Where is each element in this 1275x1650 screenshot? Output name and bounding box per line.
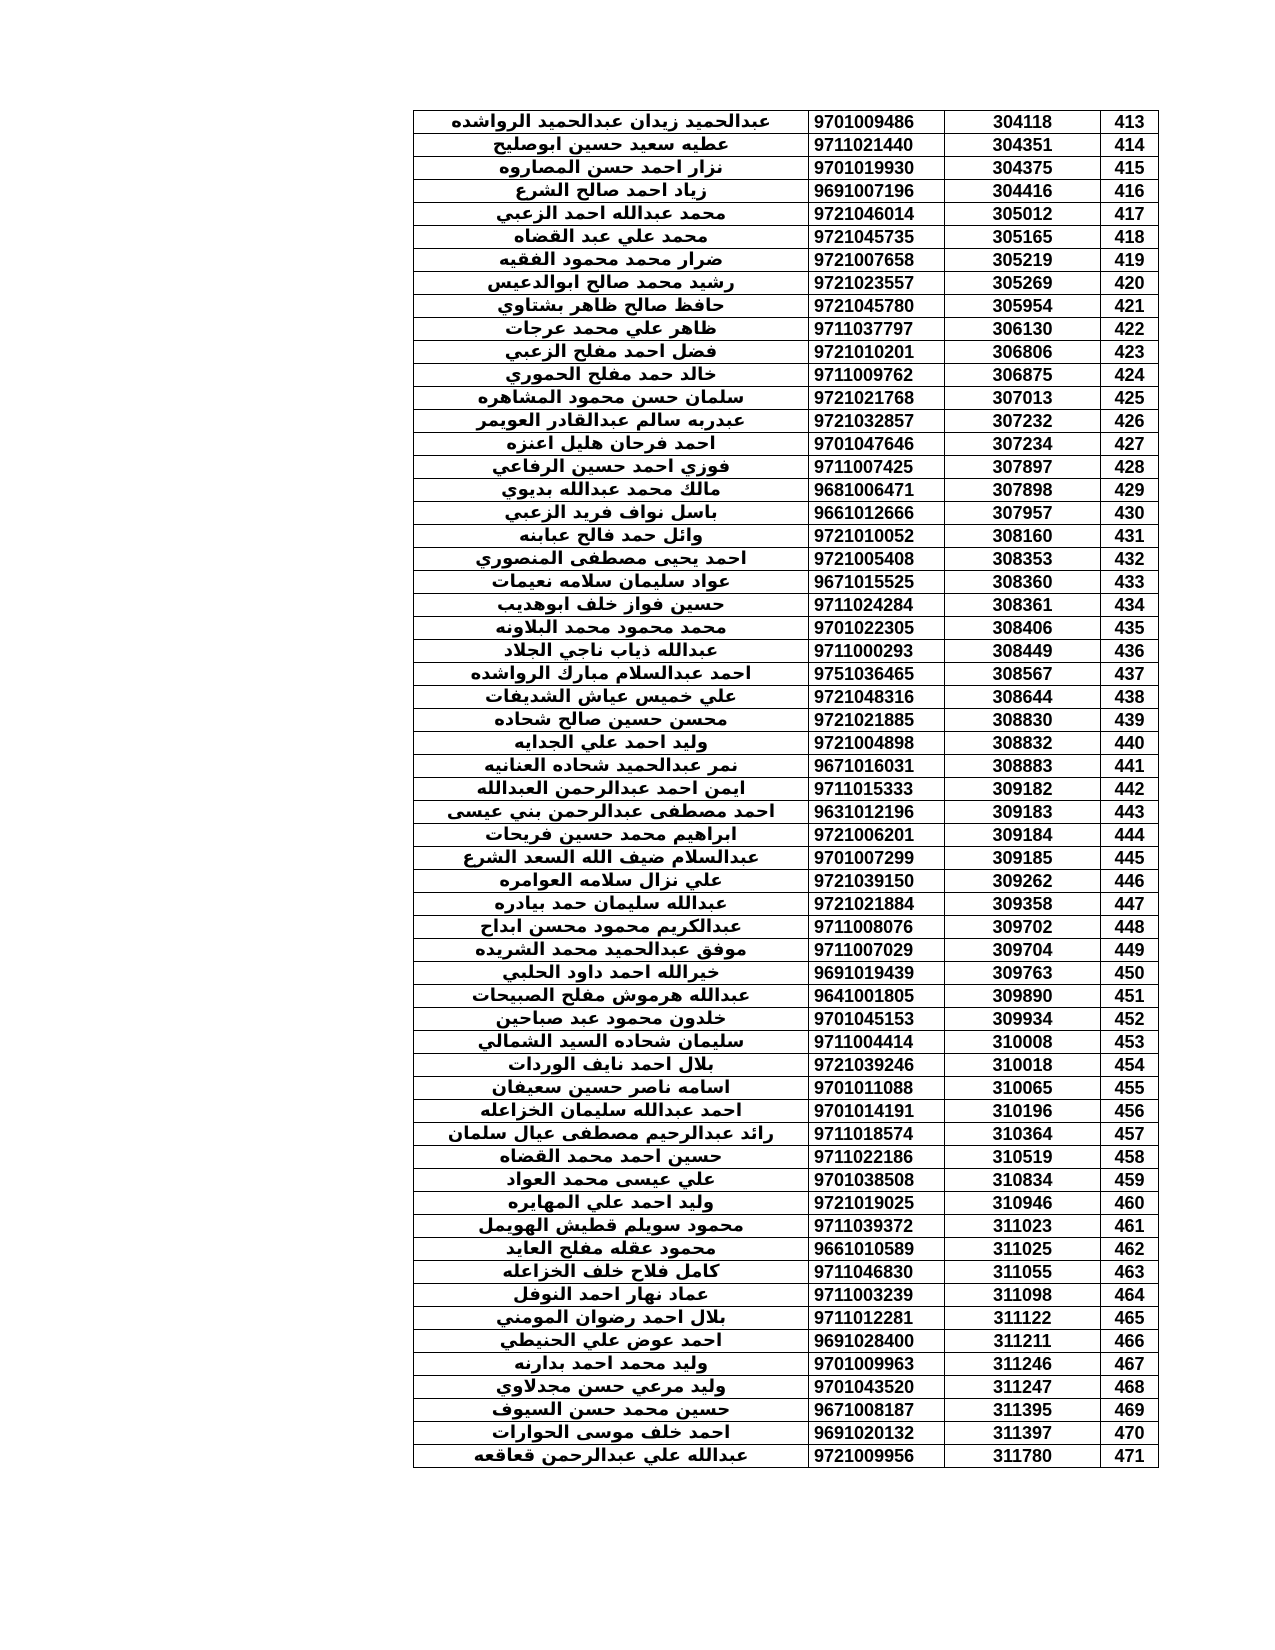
table-row (414, 962, 1159, 985)
record-id-cell: 308832 (945, 732, 1101, 755)
national-id-cell: 9711008076 (809, 916, 945, 939)
record-id-cell: 308644 (945, 686, 1101, 709)
full-name-cell: حسين محمد حسن السيوف (414, 1399, 809, 1422)
national-id-cell: 9711000293 (809, 640, 945, 663)
table-row (414, 939, 1159, 962)
full-name-cell: احمد عبدالله سليمان الخزاعله (414, 1100, 809, 1123)
table-row (414, 1284, 1159, 1307)
full-name-cell: محمود سويلم قطيش الهويمل (414, 1215, 809, 1238)
table-row (414, 1307, 1159, 1330)
sequence-number-cell: 460 (1101, 1192, 1159, 1215)
national-id-cell: 9681006471 (809, 479, 945, 502)
sequence-number-cell: 415 (1101, 157, 1159, 180)
national-id-cell: 9721045780 (809, 295, 945, 318)
sequence-number-cell: 451 (1101, 985, 1159, 1008)
full-name-cell: بلال احمد رضوان المومني (414, 1307, 809, 1330)
full-name-cell: ايمن احمد عبدالرحمن العبدالله (414, 778, 809, 801)
record-id-cell: 305954 (945, 295, 1101, 318)
record-id-cell: 304416 (945, 180, 1101, 203)
sequence-number-cell: 437 (1101, 663, 1159, 686)
record-id-cell: 309262 (945, 870, 1101, 893)
record-id-cell: 307898 (945, 479, 1101, 502)
full-name-cell: بلال احمد نايف الوردات (414, 1054, 809, 1077)
record-id-cell: 311023 (945, 1215, 1101, 1238)
national-id-cell: 9711012281 (809, 1307, 945, 1330)
sequence-number-cell: 417 (1101, 203, 1159, 226)
sequence-number-cell: 436 (1101, 640, 1159, 663)
table-row (414, 134, 1159, 157)
table-row (414, 1146, 1159, 1169)
table-row (414, 203, 1159, 226)
full-name-cell: وليد محمد احمد بدارنه (414, 1353, 809, 1376)
national-id-cell: 9701009486 (809, 111, 945, 134)
full-name-cell: احمد عوض علي الحنيطي (414, 1330, 809, 1353)
table-row (414, 479, 1159, 502)
sequence-number-cell: 464 (1101, 1284, 1159, 1307)
record-id-cell: 310946 (945, 1192, 1101, 1215)
national-id-cell: 9721019025 (809, 1192, 945, 1215)
record-id-cell: 311098 (945, 1284, 1101, 1307)
sequence-number-cell: 439 (1101, 709, 1159, 732)
sequence-number-cell: 413 (1101, 111, 1159, 134)
full-name-cell: خلدون محمود عبد صباحين (414, 1008, 809, 1031)
national-id-cell: 9701047646 (809, 433, 945, 456)
record-id-cell: 304351 (945, 134, 1101, 157)
national-id-cell: 9711039372 (809, 1215, 945, 1238)
table-row (414, 985, 1159, 1008)
record-id-cell: 309183 (945, 801, 1101, 824)
full-name-cell: عبدالله هرموش مفلح الصبيحات (414, 985, 809, 1008)
table-row (414, 1445, 1159, 1468)
sequence-number-cell: 469 (1101, 1399, 1159, 1422)
national-id-cell: 9721021884 (809, 893, 945, 916)
table-row (414, 1422, 1159, 1445)
full-name-cell: احمد يحيى مصطفى المنصوري (414, 548, 809, 571)
record-id-cell: 309890 (945, 985, 1101, 1008)
full-name-cell: عماد نهار احمد النوفل (414, 1284, 809, 1307)
national-id-cell: 9711015333 (809, 778, 945, 801)
sequence-number-cell: 465 (1101, 1307, 1159, 1330)
national-id-cell: 9721010201 (809, 341, 945, 364)
national-id-cell: 9671015525 (809, 571, 945, 594)
table-row (414, 755, 1159, 778)
table-row (414, 893, 1159, 916)
sequence-number-cell: 471 (1101, 1445, 1159, 1468)
sequence-number-cell: 443 (1101, 801, 1159, 824)
table-row (414, 732, 1159, 755)
full-name-cell: عبدالله علي عبدالرحمن قعاقعه (414, 1445, 809, 1468)
national-id-cell: 9711021440 (809, 134, 945, 157)
table-row (414, 295, 1159, 318)
full-name-cell: عبدالله ذياب ناجي الجلاد (414, 640, 809, 663)
sequence-number-cell: 414 (1101, 134, 1159, 157)
national-id-cell: 9711046830 (809, 1261, 945, 1284)
table-row (414, 502, 1159, 525)
full-name-cell: خيرالله احمد داود الحلبي (414, 962, 809, 985)
national-id-cell: 9701038508 (809, 1169, 945, 1192)
sequence-number-cell: 448 (1101, 916, 1159, 939)
record-id-cell: 307232 (945, 410, 1101, 433)
table-row (414, 801, 1159, 824)
sequence-number-cell: 467 (1101, 1353, 1159, 1376)
record-id-cell: 309184 (945, 824, 1101, 847)
full-name-cell: حافظ صالح ظاهر بشتاوي (414, 295, 809, 318)
record-id-cell: 310519 (945, 1146, 1101, 1169)
national-id-cell: 9691019439 (809, 962, 945, 985)
table-row (414, 1031, 1159, 1054)
national-id-cell: 9701045153 (809, 1008, 945, 1031)
full-name-cell: عبدالحميد زيدان عبدالحميد الرواشده (414, 111, 809, 134)
full-name-cell: عطيه سعيد حسين ابوصليح (414, 134, 809, 157)
table-row (414, 341, 1159, 364)
record-id-cell: 308449 (945, 640, 1101, 663)
full-name-cell: محمد علي عبد القضاه (414, 226, 809, 249)
table-row (414, 1238, 1159, 1261)
sequence-number-cell: 420 (1101, 272, 1159, 295)
sequence-number-cell: 461 (1101, 1215, 1159, 1238)
record-id-cell: 308883 (945, 755, 1101, 778)
record-id-cell: 310065 (945, 1077, 1101, 1100)
record-id-cell: 308567 (945, 663, 1101, 686)
full-name-cell: محمد محمود محمد البلاونه (414, 617, 809, 640)
sequence-number-cell: 429 (1101, 479, 1159, 502)
full-name-cell: احمد خلف موسى الحوارات (414, 1422, 809, 1445)
record-id-cell: 309763 (945, 962, 1101, 985)
sequence-number-cell: 416 (1101, 180, 1159, 203)
table-row (414, 433, 1159, 456)
table-row (414, 1100, 1159, 1123)
table-row (414, 1261, 1159, 1284)
national-id-cell: 9711024284 (809, 594, 945, 617)
table-row (414, 916, 1159, 939)
record-id-cell: 311247 (945, 1376, 1101, 1399)
national-id-cell: 9721039246 (809, 1054, 945, 1077)
record-id-cell: 308360 (945, 571, 1101, 594)
record-id-cell: 309182 (945, 778, 1101, 801)
sequence-number-cell: 444 (1101, 824, 1159, 847)
national-id-cell: 9701011088 (809, 1077, 945, 1100)
sequence-number-cell: 426 (1101, 410, 1159, 433)
sequence-number-cell: 422 (1101, 318, 1159, 341)
national-id-cell: 9631012196 (809, 801, 945, 824)
national-id-cell: 9701043520 (809, 1376, 945, 1399)
national-id-cell: 9721021768 (809, 387, 945, 410)
full-name-cell: احمد عبدالسلام مبارك الرواشده (414, 663, 809, 686)
national-id-cell: 9721004898 (809, 732, 945, 755)
sequence-number-cell: 462 (1101, 1238, 1159, 1261)
table-row (414, 617, 1159, 640)
record-id-cell: 309702 (945, 916, 1101, 939)
table-row (414, 157, 1159, 180)
record-id-cell: 309704 (945, 939, 1101, 962)
record-id-cell: 306875 (945, 364, 1101, 387)
record-id-cell: 311397 (945, 1422, 1101, 1445)
sequence-number-cell: 441 (1101, 755, 1159, 778)
sequence-number-cell: 458 (1101, 1146, 1159, 1169)
national-id-cell: 9721007658 (809, 249, 945, 272)
national-id-cell: 9711022186 (809, 1146, 945, 1169)
sequence-number-cell: 454 (1101, 1054, 1159, 1077)
national-id-cell: 9751036465 (809, 663, 945, 686)
sequence-number-cell: 432 (1101, 548, 1159, 571)
sequence-number-cell: 424 (1101, 364, 1159, 387)
names-table-body (414, 111, 1159, 1468)
record-id-cell: 307897 (945, 456, 1101, 479)
national-id-cell: 9711037797 (809, 318, 945, 341)
national-id-cell: 9721048316 (809, 686, 945, 709)
record-id-cell: 311211 (945, 1330, 1101, 1353)
record-id-cell: 304118 (945, 111, 1101, 134)
full-name-cell: مالك محمد عبدالله بديوي (414, 479, 809, 502)
full-name-cell: عبدالسلام ضيف الله السعد الشرع (414, 847, 809, 870)
full-name-cell: رشيد محمد صالح ابوالدعيس (414, 272, 809, 295)
record-id-cell: 307013 (945, 387, 1101, 410)
sequence-number-cell: 442 (1101, 778, 1159, 801)
table-row (414, 180, 1159, 203)
full-name-cell: ابراهيم محمد حسين فريحات (414, 824, 809, 847)
national-id-cell: 9641001805 (809, 985, 945, 1008)
full-name-cell: نمر عبدالحميد شحاده العنانيه (414, 755, 809, 778)
record-id-cell: 308406 (945, 617, 1101, 640)
national-id-cell: 9701009963 (809, 1353, 945, 1376)
record-id-cell: 310008 (945, 1031, 1101, 1054)
sequence-number-cell: 452 (1101, 1008, 1159, 1031)
sequence-number-cell: 449 (1101, 939, 1159, 962)
full-name-cell: عواد سليمان سلامه نعيمات (414, 571, 809, 594)
record-id-cell: 311025 (945, 1238, 1101, 1261)
sequence-number-cell: 463 (1101, 1261, 1159, 1284)
national-id-cell: 9721006201 (809, 824, 945, 847)
table-row (414, 249, 1159, 272)
full-name-cell: احمد فرحان هليل اعنزه (414, 433, 809, 456)
names-table (413, 110, 1159, 1468)
table-row (414, 318, 1159, 341)
table-row (414, 226, 1159, 249)
full-name-cell: رائد عبدالرحيم مصطفى عيال سلمان (414, 1123, 809, 1146)
record-id-cell: 308160 (945, 525, 1101, 548)
full-name-cell: محمد عبدالله احمد الزعبي (414, 203, 809, 226)
table-row (414, 1330, 1159, 1353)
national-id-cell: 9661010589 (809, 1238, 945, 1261)
record-id-cell: 305165 (945, 226, 1101, 249)
table-row (414, 663, 1159, 686)
table-row (414, 525, 1159, 548)
sequence-number-cell: 423 (1101, 341, 1159, 364)
table-row (414, 410, 1159, 433)
table-row (414, 1376, 1159, 1399)
record-id-cell: 307234 (945, 433, 1101, 456)
full-name-cell: عبدربه سالم عبدالقادر العويمر (414, 410, 809, 433)
full-name-cell: سليمان شحاده السيد الشمالي (414, 1031, 809, 1054)
table-row (414, 847, 1159, 870)
record-id-cell: 305219 (945, 249, 1101, 272)
national-id-cell: 9721009956 (809, 1445, 945, 1468)
full-name-cell: وليد احمد علي المهايره (414, 1192, 809, 1215)
sequence-number-cell: 456 (1101, 1100, 1159, 1123)
full-name-cell: نزار احمد حسن المصاروه (414, 157, 809, 180)
sequence-number-cell: 440 (1101, 732, 1159, 755)
table-row (414, 1008, 1159, 1031)
full-name-cell: وليد مرعي حسن مجدلاوي (414, 1376, 809, 1399)
full-name-cell: فوزي احمد حسين الرفاعي (414, 456, 809, 479)
full-name-cell: علي عيسى محمد العواد (414, 1169, 809, 1192)
record-id-cell: 310834 (945, 1169, 1101, 1192)
national-id-cell: 9661012666 (809, 502, 945, 525)
record-id-cell: 309358 (945, 893, 1101, 916)
sequence-number-cell: 466 (1101, 1330, 1159, 1353)
national-id-cell: 9701007299 (809, 847, 945, 870)
table-row (414, 1192, 1159, 1215)
national-id-cell: 9671008187 (809, 1399, 945, 1422)
full-name-cell: باسل نواف فريد الزعبي (414, 502, 809, 525)
full-name-cell: محسن حسين صالح شحاده (414, 709, 809, 732)
sequence-number-cell: 447 (1101, 893, 1159, 916)
record-id-cell: 311246 (945, 1353, 1101, 1376)
full-name-cell: زياد احمد صالح الشرع (414, 180, 809, 203)
sequence-number-cell: 435 (1101, 617, 1159, 640)
sequence-number-cell: 433 (1101, 571, 1159, 594)
record-id-cell: 308361 (945, 594, 1101, 617)
national-id-cell: 9691007196 (809, 180, 945, 203)
table-row (414, 1123, 1159, 1146)
record-id-cell: 310364 (945, 1123, 1101, 1146)
full-name-cell: كامل فلاح خلف الخزاعله (414, 1261, 809, 1284)
national-id-cell: 9721039150 (809, 870, 945, 893)
sequence-number-cell: 430 (1101, 502, 1159, 525)
table-row (414, 571, 1159, 594)
national-id-cell: 9691020132 (809, 1422, 945, 1445)
sequence-number-cell: 419 (1101, 249, 1159, 272)
table-row (414, 709, 1159, 732)
full-name-cell: حسين فواز خلف ابوهديب (414, 594, 809, 617)
full-name-cell: وليد احمد علي الجدايه (414, 732, 809, 755)
full-name-cell: موفق عبدالحميد محمد الشريده (414, 939, 809, 962)
table-row (414, 824, 1159, 847)
full-name-cell: اسامه ناصر حسين سعيفان (414, 1077, 809, 1100)
table-row (414, 640, 1159, 663)
national-id-cell: 9711003239 (809, 1284, 945, 1307)
table-row (414, 364, 1159, 387)
record-id-cell: 311122 (945, 1307, 1101, 1330)
sequence-number-cell: 425 (1101, 387, 1159, 410)
national-id-cell: 9721045735 (809, 226, 945, 249)
national-id-cell: 9721023557 (809, 272, 945, 295)
table-row (414, 594, 1159, 617)
national-id-cell: 9711009762 (809, 364, 945, 387)
national-id-cell: 9721021885 (809, 709, 945, 732)
full-name-cell: حسين احمد محمد القضاه (414, 1146, 809, 1169)
full-name-cell: سلمان حسن محمود المشاهره (414, 387, 809, 410)
table-row (414, 1077, 1159, 1100)
sequence-number-cell: 457 (1101, 1123, 1159, 1146)
sequence-number-cell: 438 (1101, 686, 1159, 709)
table-row (414, 1353, 1159, 1376)
sequence-number-cell: 428 (1101, 456, 1159, 479)
table-row (414, 111, 1159, 134)
national-id-cell: 9711007425 (809, 456, 945, 479)
record-id-cell: 311055 (945, 1261, 1101, 1284)
table-row (414, 1399, 1159, 1422)
full-name-cell: عبدالله سليمان حمد بيادره (414, 893, 809, 916)
table-row (414, 456, 1159, 479)
full-name-cell: فضل احمد مفلح الزعبي (414, 341, 809, 364)
record-id-cell: 308353 (945, 548, 1101, 571)
full-name-cell: وائل حمد فالح عبابنه (414, 525, 809, 548)
record-id-cell: 308830 (945, 709, 1101, 732)
national-id-cell: 9711018574 (809, 1123, 945, 1146)
sequence-number-cell: 453 (1101, 1031, 1159, 1054)
table-row (414, 1215, 1159, 1238)
record-id-cell: 304375 (945, 157, 1101, 180)
full-name-cell: علي خميس عياش الشديفات (414, 686, 809, 709)
national-id-cell: 9671016031 (809, 755, 945, 778)
full-name-cell: علي نزال سلامه العوامره (414, 870, 809, 893)
sequence-number-cell: 418 (1101, 226, 1159, 249)
table-row (414, 870, 1159, 893)
national-id-cell: 9721005408 (809, 548, 945, 571)
table-row (414, 272, 1159, 295)
record-id-cell: 307957 (945, 502, 1101, 525)
record-id-cell: 305269 (945, 272, 1101, 295)
full-name-cell: خالد حمد مفلح الحموري (414, 364, 809, 387)
record-id-cell: 305012 (945, 203, 1101, 226)
sequence-number-cell: 450 (1101, 962, 1159, 985)
national-id-cell: 9721046014 (809, 203, 945, 226)
record-id-cell: 309185 (945, 847, 1101, 870)
record-id-cell: 306806 (945, 341, 1101, 364)
record-id-cell: 310196 (945, 1100, 1101, 1123)
sequence-number-cell: 455 (1101, 1077, 1159, 1100)
record-id-cell: 310018 (945, 1054, 1101, 1077)
sequence-number-cell: 431 (1101, 525, 1159, 548)
national-id-cell: 9721010052 (809, 525, 945, 548)
sequence-number-cell: 421 (1101, 295, 1159, 318)
full-name-cell: احمد مصطفى عبدالرحمن بني عيسى (414, 801, 809, 824)
full-name-cell: ظاهر علي محمد عرجات (414, 318, 809, 341)
sequence-number-cell: 446 (1101, 870, 1159, 893)
record-id-cell: 306130 (945, 318, 1101, 341)
record-id-cell: 309934 (945, 1008, 1101, 1031)
national-id-cell: 9711007029 (809, 939, 945, 962)
sequence-number-cell: 468 (1101, 1376, 1159, 1399)
full-name-cell: محمود عقله مفلح العايد (414, 1238, 809, 1261)
table-row (414, 1169, 1159, 1192)
table-row (414, 686, 1159, 709)
national-id-cell: 9701019930 (809, 157, 945, 180)
national-id-cell: 9721032857 (809, 410, 945, 433)
national-id-cell: 9711004414 (809, 1031, 945, 1054)
sequence-number-cell: 470 (1101, 1422, 1159, 1445)
full-name-cell: عبدالكريم محمود محسن ابداح (414, 916, 809, 939)
sequence-number-cell: 427 (1101, 433, 1159, 456)
record-id-cell: 311780 (945, 1445, 1101, 1468)
national-id-cell: 9701022305 (809, 617, 945, 640)
record-id-cell: 311395 (945, 1399, 1101, 1422)
national-id-cell: 9701014191 (809, 1100, 945, 1123)
sequence-number-cell: 434 (1101, 594, 1159, 617)
sequence-number-cell: 445 (1101, 847, 1159, 870)
national-id-cell: 9691028400 (809, 1330, 945, 1353)
table-row (414, 387, 1159, 410)
sequence-number-cell: 459 (1101, 1169, 1159, 1192)
table-row (414, 778, 1159, 801)
full-name-cell: ضرار محمد محمود الفقيه (414, 249, 809, 272)
table-row (414, 1054, 1159, 1077)
table-row (414, 548, 1159, 571)
